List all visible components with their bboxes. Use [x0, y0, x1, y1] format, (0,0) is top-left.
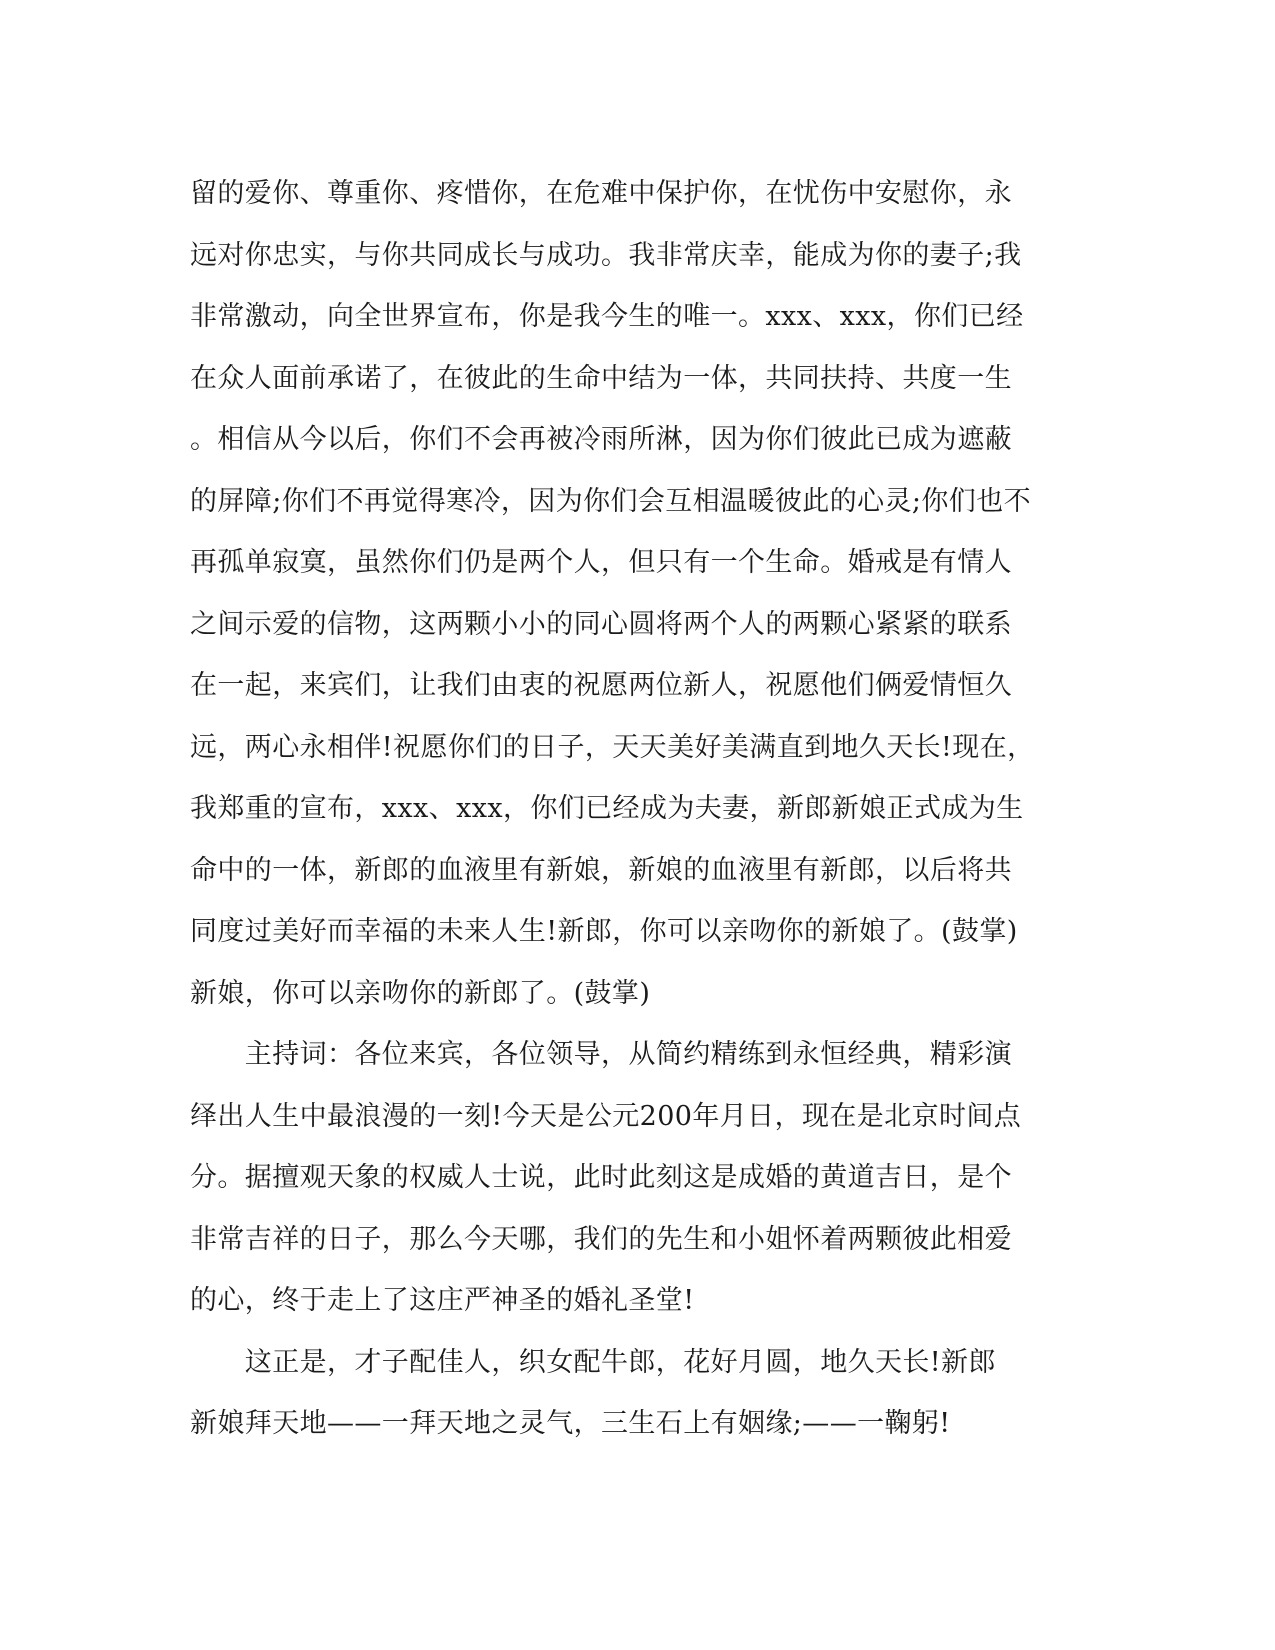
text-line: 这正是，才子配佳人，织女配牛郎，花好月圆，地久天长!新郎 — [190, 1346, 996, 1378]
text-line: 分。据擅观天象的权威人士说，此时此刻这是成婚的黄道吉日，是个 — [190, 1162, 1012, 1193]
text-line: 再孤单寂寞，虽然你们仍是两个人，但只有一个生命。婚戒是有情人 — [190, 547, 1012, 578]
text-line: 在众人面前承诺了，在彼此的生命中结为一体，共同扶持、共度一生 — [190, 362, 1012, 394]
text-line: 远，两心永相伴!祝愿你们的日子，天天美好美满直到地久天长!现在， — [190, 731, 1035, 763]
text-line: 远对你忠实，与你共同成长与成功。我非常庆幸，能成为你的妻子;我 — [190, 239, 1022, 271]
text-line: 主持词：各位来宾，各位领导，从简约精练到永恒经典，精彩演 — [190, 1039, 1012, 1070]
text-line: 非常吉祥的日子，那么今天哪，我们的先生和小姐怀着两颗彼此相爱 — [190, 1223, 1012, 1255]
text-line: 我郑重的宣布，xxx、xxx，你们已经成为夫妻，新郎新娘正式成为生 — [190, 793, 1024, 824]
text-line: 留的爱你、尊重你、疼惜你，在危难中保护你，在忧伤中安慰你，永 — [190, 178, 1012, 209]
text-line: 。相信从今以后，你们不会再被冷雨所淋，因为你们彼此已成为遮蔽 — [190, 424, 1012, 455]
text-line: 命中的一体，新郎的血液里有新娘，新娘的血液里有新郎，以后将共 — [190, 854, 1012, 886]
text-line: 同度过美好而幸福的未来人生!新郎，你可以亲吻你的新娘了。(鼓掌) — [190, 916, 1018, 947]
text-line: 的心，终于走上了这庄严神圣的婚礼圣堂! — [190, 1285, 695, 1316]
text-line: 在一起，来宾们，让我们由衷的祝愿两位新人，祝愿他们俩爱情恒久 — [190, 670, 1012, 701]
text-line: 新娘，你可以亲吻你的新郎了。(鼓掌) — [190, 977, 651, 1009]
text-line: 绎出人生中最浪漫的一刻!今天是公元200年月日，现在是北京时间点 — [190, 1100, 1022, 1132]
text-line: 之间示爱的信物，这两颗小小的同心圆将两个人的两颗心紧紧的联系 — [190, 608, 1012, 640]
text-line: 非常激动，向全世界宣布，你是我今生的唯一。xxx、xxx，你们已经 — [190, 301, 1024, 332]
text-line: 新娘拜天地——一拜天地之灵气，三生石上有姻缘;——一鞠躬! — [190, 1408, 951, 1439]
text-line: 的屏障;你们不再觉得寒冷，因为你们会互相温暖彼此的心灵;你们也不 — [190, 485, 1031, 517]
body-text — [190, 163, 1080, 1455]
